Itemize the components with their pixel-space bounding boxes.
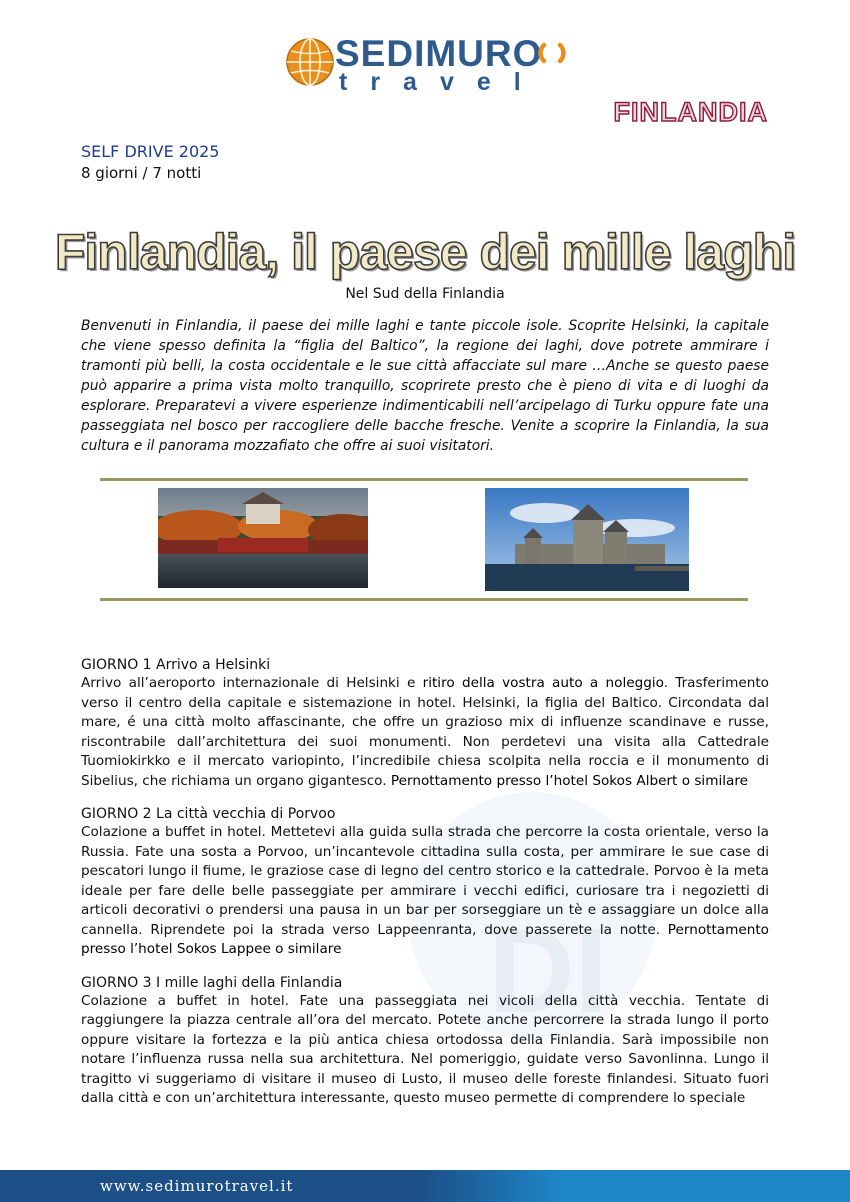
- day-title: GIORNO 2 La città vecchia di Porvoo: [81, 806, 336, 822]
- itinerary-day: [81, 805, 769, 960]
- brand-name: SEDIMURO: [335, 33, 543, 74]
- tour-type: SELF DRIVE 2025: [81, 142, 220, 161]
- tour-duration: 8 giorni / 7 notti: [81, 164, 202, 182]
- globe-icon: [285, 37, 335, 87]
- headline: Finlandia, il paese dei mille laghi: [54, 224, 796, 280]
- itinerary-day: [81, 974, 769, 1109]
- day-highlight: ritiro della vostra auto a noleggio: [422, 675, 664, 691]
- company-logo: [283, 33, 583, 95]
- divider-bottom: [100, 598, 748, 601]
- photo-porvoo: [158, 488, 368, 588]
- itinerary: [81, 656, 769, 1123]
- day-description: Colazione a buffet in hotel. Fate una passeggiata nei vicoli della città vecchia. Tentate di raggiungere la piazza centrale all’ora del mercato. Potete anche percorrere la strada lungo il porto oppure visitare la fortezza e la più antica chiesa ortodossa della Finlandia. Sarà impossibile non notare l’influenza russa nella sua architettura. Nel pomeriggio, guidate verso Savonlinna. Lungo il tragitto vi suggeriamo di visitare il museo di Lusto, il museo delle foreste finlandesi. Situato fuori dalla città e con un’architettura interessante, questo museo permette di comprendere lo speciale: [81, 992, 769, 1106]
- day-title: GIORNO 1 Arrivo a Helsinki: [81, 657, 271, 673]
- day-title: GIORNO 3 I mille laghi della Finlandia: [81, 974, 343, 991]
- website-link[interactable]: www.sedimurotravel.it: [100, 1177, 294, 1195]
- day-description: Colazione a buffet in hotel. Mettetevi alla guida sulla strada che percorre la costa orientale, verso la Russia. Fate una sosta a Porvoo, un’incantevole cittadina sulla costa, per ammirare le sue case di pescatori lungo il fiume, le graziose case di legno del centro storico e la cattedrale. Porvoo è la meta ideale per fare delle belle passeggiate per ammirare i vecchi edifici, curiosare tra i negozietti di articoli decorativi o prendersi una pausa in un bar per sorseggiare un tè e assaggiare un dolce alla cannella. Riprendete poi la strada verso Lappeenranta, dove passerete la notte. Pernottamento presso l’hotel Sokos Lappee o similare: [81, 824, 769, 957]
- subheadline: Nel Sud della Finlandia: [345, 286, 505, 302]
- logo-ring-icon: [537, 38, 567, 68]
- watermark-logo: DI: [408, 792, 656, 1040]
- footer-bar: [0, 1170, 850, 1202]
- day-overnight: Pernottamento presso l’hotel Sokos Albert o similare: [390, 772, 748, 789]
- itinerary-day: [81, 656, 769, 791]
- divider-top: [100, 478, 748, 481]
- intro-paragraph: Benvenuti in Finlandia, il paese dei mille laghi e tante piccole isole. Scoprite Helsinki, la capitale che viene spesso definita la “figlia del Baltico”, la regione dei laghi, dove potrete ammirare i tramonti più belli, la costa occidentale e le sue città affacciate sul mare …Anche se questo paese può apparire a prima vista molto tranquillo, scoprirete presto che è pieno di vita e di luoghi da esplorare. Preparatevi a vivere esperienze indimenticabili nell’arcipelago di Turku oppure fate una passeggiata nel bosco per raccogliere delle bacche fresche. Venite a scoprire la Finlandia, la sua cultura e il panorama mozzafiato che offre ai suoi visitatori.: [81, 318, 769, 454]
- day-description: Arrivo all’aeroporto internazionale di Helsinki e ritiro della vostra auto a noleggio. Trasferimento verso il centro della capitale e sistemazione in hotel. Helsinki, la figlia del Baltico. Circondata dal mare, é una città molto affascinante, che offre un grazioso mix di influenze scandinave e russe, riscontrabile dall’architettura dei suoi monumenti. Non perdetevi una visita alla Cattedrale Tuomiokirkko e il mercato variopinto, l’incredibile chiesa scolpita nella roccia e il monumento di Sibelius, che richiama un organo gigantesco. Pernottamento presso l’hotel Sokos Albert o similare: [81, 675, 769, 789]
- photo-olavinlinna-castle: [485, 488, 689, 591]
- country-title: FINLANDIA: [613, 97, 768, 127]
- day-overnight: Pernottamento presso l’hotel Sokos Lappee o similare: [81, 921, 769, 957]
- brand-tagline: travel: [339, 68, 544, 96]
